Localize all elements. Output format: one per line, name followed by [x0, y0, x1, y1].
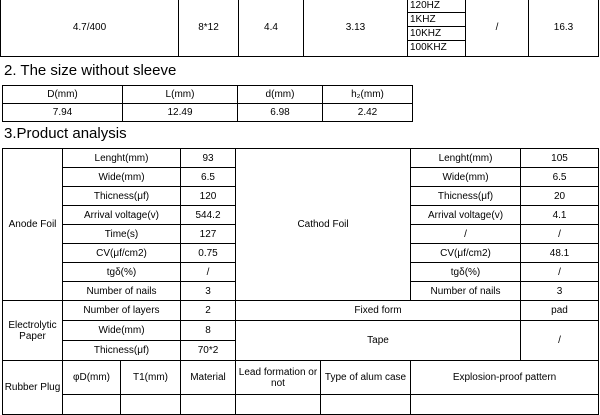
- paper-row-value: 8: [181, 321, 236, 341]
- frequency-cell: [408, 0, 466, 57]
- freq-10khz: 10KHZ: [408, 27, 465, 41]
- rubber-cell: [121, 395, 181, 415]
- cathod-row-name: Wide(mm): [411, 168, 521, 187]
- cathod-row-name: tgδ(%): [411, 263, 521, 282]
- anode-row-name: tgδ(%): [63, 263, 181, 282]
- size-value-small-d: 6.98: [238, 104, 323, 122]
- value-4: 3.13: [304, 0, 408, 57]
- anode-row-value: 93: [181, 149, 236, 168]
- cathod-row-value: 105: [521, 149, 599, 168]
- cathod-row-name: CV(μf/cm2): [411, 244, 521, 263]
- size-value-h2: 2.42: [323, 104, 413, 122]
- size-table: [2, 85, 413, 122]
- rubber-header-alum-case: Type of alum case: [321, 361, 411, 395]
- paper-row-value: 2: [181, 301, 236, 321]
- size-header-h2: h₂(mm): [323, 86, 413, 104]
- anode-foil-label: Anode Foil: [3, 149, 63, 301]
- fixed-form-value: pad: [521, 301, 599, 321]
- anode-row-value: /: [181, 263, 236, 282]
- rubber-cell: [181, 395, 236, 415]
- cathod-row-value: 4.1: [521, 206, 599, 225]
- anode-row-name: Lenght(mm): [63, 149, 181, 168]
- rubber-cell: [63, 395, 121, 415]
- rubber-header-lead-formation: Lead formation or not: [236, 361, 321, 395]
- cathod-row-value: 48.1: [521, 244, 599, 263]
- freq-120hz: 120HZ: [408, 0, 465, 13]
- tape-value: /: [521, 321, 599, 361]
- anode-row-value: 6.5: [181, 168, 236, 187]
- rated-value: 4.7/400: [1, 0, 179, 57]
- cathod-row-value: /: [521, 263, 599, 282]
- size-header-small-d: d(mm): [238, 86, 323, 104]
- cathod-row-name: Thicness(μf): [411, 187, 521, 206]
- size-heading: 2. The size without sleeve: [4, 62, 177, 79]
- size-header-l: L(mm): [123, 86, 238, 104]
- rubber-header-diameter: φD(mm): [63, 361, 121, 395]
- size-header-d: D(mm): [3, 86, 123, 104]
- size-value-l: 12.49: [123, 104, 238, 122]
- cathod-row-name: Lenght(mm): [411, 149, 521, 168]
- value-7: 16.3: [529, 0, 599, 57]
- freq-1khz: 1KHZ: [408, 13, 465, 27]
- top-row-table: [0, 0, 599, 57]
- anode-row-value: 3: [181, 282, 236, 301]
- freq-100khz: 100KHZ: [410, 42, 447, 53]
- anode-row-value: 127: [181, 225, 236, 244]
- paper-row-name: Thicness(μf): [63, 341, 181, 361]
- anode-row-value: 0.75: [181, 244, 236, 263]
- cathod-row-name: Number of nails: [411, 282, 521, 301]
- cathod-row-name: /: [411, 225, 521, 244]
- paper-row-name: Number of layers: [63, 301, 181, 321]
- rubber-header-material: Material: [181, 361, 236, 395]
- paper-row-value: 70*2: [181, 341, 236, 361]
- fixed-form-label: Fixed form: [236, 301, 521, 321]
- electrolytic-paper-label: Electrolytic Paper: [3, 301, 63, 361]
- analysis-table: [2, 148, 599, 415]
- anode-row-name: Thicness(μf): [63, 187, 181, 206]
- rubber-header-t1: T1(mm): [121, 361, 181, 395]
- rubber-header-explosion-proof: Explosion-proof pattern: [411, 361, 599, 395]
- rubber-cell: [411, 395, 599, 415]
- rubber-plug-label: Rubber Plug: [3, 361, 63, 415]
- rubber-cell: [236, 395, 321, 415]
- anode-row-value: 544.2: [181, 206, 236, 225]
- paper-row-name: Wide(mm): [63, 321, 181, 341]
- anode-row-name: Wide(mm): [63, 168, 181, 187]
- cathod-foil-label: Cathod Foil: [236, 149, 411, 301]
- anode-row-name: CV(μf/cm2): [63, 244, 181, 263]
- anode-row-name: Time(s): [63, 225, 181, 244]
- cathod-row-value: 20: [521, 187, 599, 206]
- rubber-cell: [321, 395, 411, 415]
- anode-row-name: Arrival voltage(v): [63, 206, 181, 225]
- cathod-row-value: 6.5: [521, 168, 599, 187]
- analysis-heading: 3.Product analysis: [4, 125, 127, 142]
- cathod-row-value: /: [521, 225, 599, 244]
- anode-row-name: Number of nails: [63, 282, 181, 301]
- size-value-d: 7.94: [3, 104, 123, 122]
- tape-label: Tape: [236, 321, 521, 361]
- value-6: /: [466, 0, 529, 57]
- value-3: 4.4: [239, 0, 304, 57]
- cathod-row-value: 3: [521, 282, 599, 301]
- cathod-row-name: Arrival voltage(v): [411, 206, 521, 225]
- size-value: 8*12: [179, 0, 239, 57]
- anode-row-value: 120: [181, 187, 236, 206]
- frequency-list: [408, 0, 465, 54]
